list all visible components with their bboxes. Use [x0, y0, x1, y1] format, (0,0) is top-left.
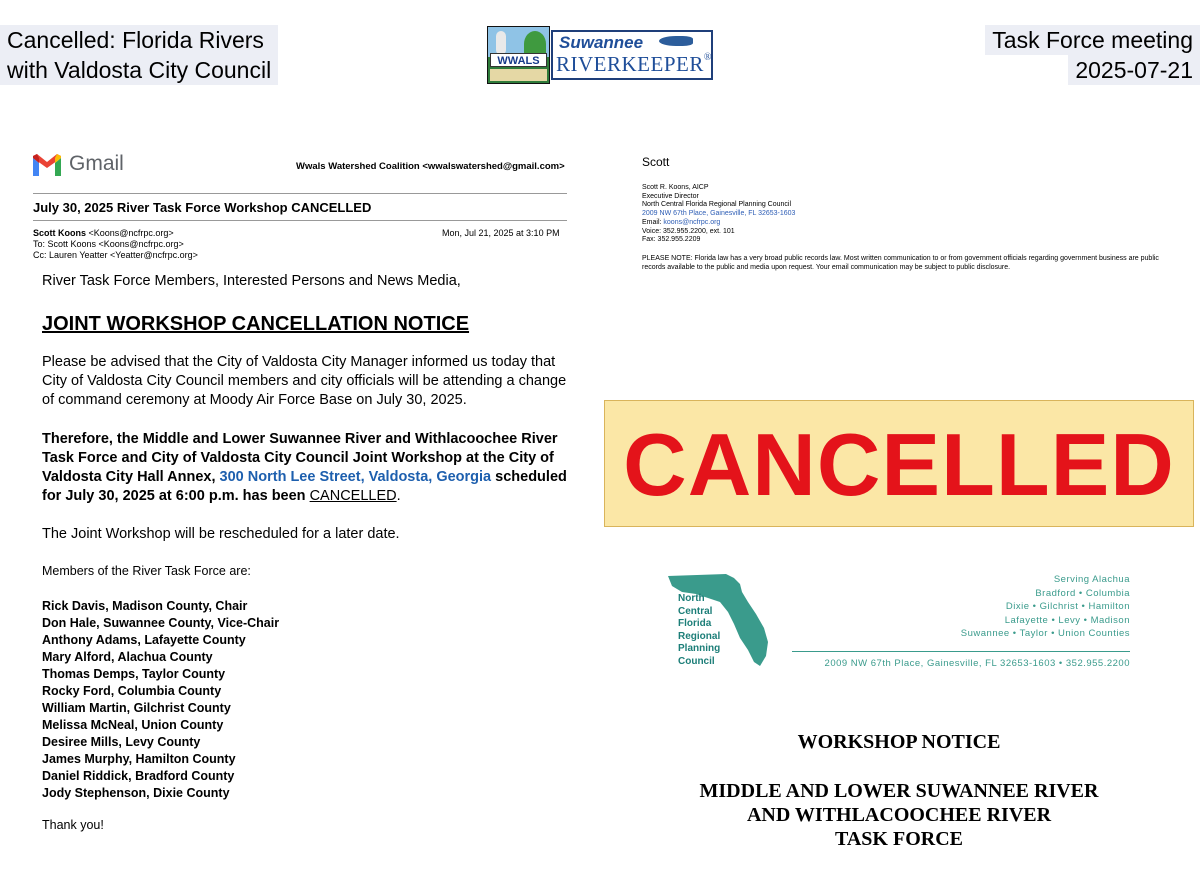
list-item: Daniel Riddick, Bradford County — [42, 769, 235, 783]
members-header: Members of the River Task Force are: — [42, 564, 251, 578]
signature-first-name: Scott — [642, 155, 670, 169]
list-item: William Martin, Gilchrist County — [42, 701, 231, 715]
header-title-left — [0, 25, 278, 85]
signature-line: North Central Florida Regional Planning Council — [642, 201, 792, 209]
list-item: Jody Stephenson, Dixie County — [42, 786, 230, 800]
header-title-right — [985, 25, 1200, 85]
signature-voice: Voice: 352.955.2200, ext. 101 — [642, 227, 735, 235]
email-greeting: River Task Force Members, Interested Persons and News Media, — [42, 273, 461, 289]
wwals-logo[interactable] — [487, 26, 550, 84]
header-right-line-2: 2025-07-21 — [1068, 55, 1200, 85]
gmail-logo — [33, 152, 128, 180]
ncfrpc-address: 2009 NW 67th Place, Gainesville, FL 32653-1603 • 352.955.2200 — [824, 658, 1130, 669]
list-item: Thomas Demps, Taylor County — [42, 667, 226, 681]
fish-icon — [659, 36, 693, 46]
list-item: Rocky Ford, Columbia County — [42, 684, 222, 698]
email-cc: Cc: Lauren Yeatter <Yeatter@ncfrpc.org> — [33, 250, 198, 260]
gmail-icon — [33, 154, 61, 176]
wwals-logo-text: WWALS — [490, 53, 547, 67]
signature-email-link[interactable]: koons@ncfrpc.org — [663, 218, 721, 226]
divider — [33, 193, 567, 194]
address-link[interactable]: 300 North Lee Street, Valdosta, Georgia — [219, 469, 492, 485]
email-paragraph-1: Please be advised that the City of Valdosta City Manager informed us today that City of Valdosta City Council members and city officials will be attending a change of command ceremony at Moody Air Force Base on July 30, 2025. — [42, 354, 567, 408]
list-item: James Murphy, Hamilton County — [42, 752, 236, 766]
riverkeeper-logo-line-1: Suwannee — [559, 33, 644, 52]
cancelled-banner-text: CANCELLED — [623, 415, 1175, 514]
workshop-body: MIDDLE AND LOWER SUWANNEE RIVER AND WITHLACOOCHEE RIVER TASK FORCE — [699, 780, 1099, 850]
email-paragraph-3: The Joint Workshop will be rescheduled for a later date. — [42, 526, 400, 542]
email-to: To: Scott Koons <Koons@ncfrpc.org> — [33, 239, 184, 249]
email-account: Wwals Watershed Coalition <wwalswatershed@gmail.com> — [296, 161, 565, 172]
header-right-line-1: Task Force meeting — [985, 25, 1200, 55]
riverkeeper-logo-line-2: RIVERKEEPER® — [556, 52, 712, 76]
list-item: Mary Alford, Alachua County — [42, 650, 213, 664]
list-item: Don Hale, Suwannee County, Vice-Chair — [42, 616, 280, 630]
signature-email: Email: koons@ncfrpc.org — [642, 218, 721, 226]
email-subject: July 30, 2025 River Task Force Workshop CANCELLED — [33, 200, 372, 215]
ncfrpc-serving-counties: Serving Alachua Bradford • Columbia Dixie • Gilchrist • Hamilton Lafayette • Levy • Madison Suwannee • Taylor • Union Counties — [960, 574, 1130, 639]
list-item: Melissa McNeal, Union County — [42, 718, 224, 732]
header-left-line-2: with Valdosta City Council — [0, 55, 278, 85]
gmail-wordmark: Gmail — [69, 152, 124, 175]
signature-line: Executive Director — [642, 192, 699, 200]
signature-block — [642, 184, 795, 245]
list-item: Anthony Adams, Lafayette County — [42, 633, 246, 647]
members-list — [42, 598, 279, 802]
email-signoff: Thank you! — [42, 818, 104, 832]
email-paragraph-2: Therefore, the Middle and Lower Suwannee River and Withlacoochee River Task Force and City of Valdosta City Council Joint Workshop at the City of Valdosta City Hall Annex, 300 North Lee Street, Valdosta, Georgia scheduled for July 30, 2025 at 6:00 p.m. has been CANCELLED. — [42, 431, 567, 504]
suwannee-riverkeeper-logo[interactable] — [551, 30, 713, 80]
public-records-note: PLEASE NOTE: Florida law has a very broad public records law. Most written communication to or from government officials regarding government business are public records available to the public and media upon request. Your email communication may be subject to public disclosure. — [642, 255, 1159, 271]
header-left-line-1: Cancelled: Florida Rivers — [0, 25, 278, 55]
signature-address-link[interactable]: 2009 NW 67th Place, Gainesville, FL 32653-1603 — [642, 210, 796, 218]
workshop-notice-title: WORKSHOP NOTICE — [797, 731, 1001, 753]
ncfrpc-name: North Central Florida Regional Planning Council — [678, 593, 721, 667]
cancelled-banner — [604, 400, 1194, 527]
signature-line: Scott R. Koons, AICP — [642, 184, 709, 191]
email-date: Mon, Jul 21, 2025 at 3:10 PM — [442, 228, 560, 238]
email-headers — [33, 228, 198, 261]
list-item: Rick Davis, Madison County, Chair — [42, 599, 248, 613]
email-sender: Scott Koons <Koons@ncfrpc.org> — [33, 228, 174, 238]
notice-title: JOINT WORKSHOP CANCELLATION NOTICE — [42, 313, 470, 335]
header-logos[interactable] — [487, 26, 714, 84]
divider — [792, 651, 1130, 652]
divider — [33, 220, 567, 221]
cancelled-inline: CANCELLED — [309, 488, 397, 504]
signature-fax: Fax: 352.955.2209 — [642, 236, 701, 244]
list-item: Desiree Mills, Levy County — [42, 735, 201, 749]
